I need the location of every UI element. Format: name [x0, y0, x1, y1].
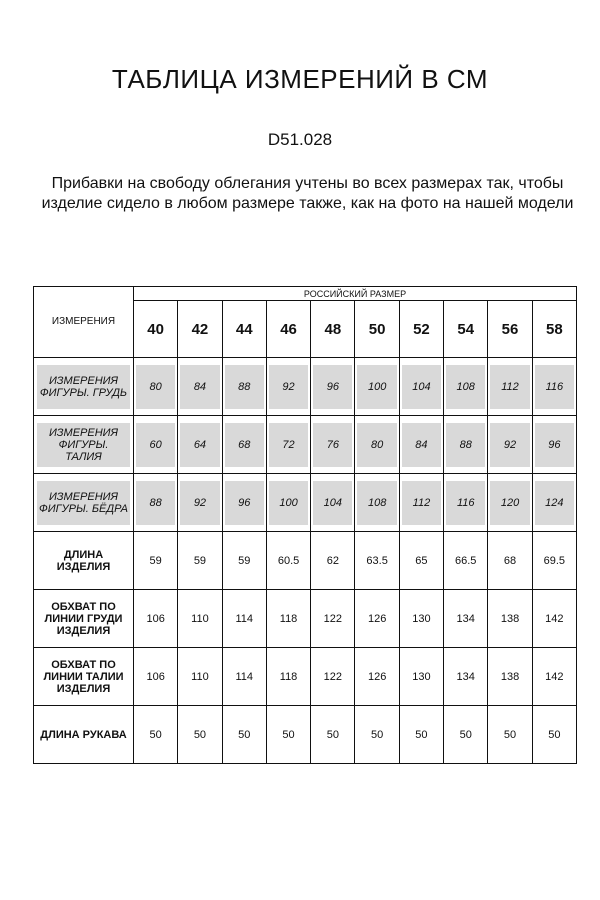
- cell-value: 130: [399, 590, 443, 648]
- cell-value: 50: [488, 706, 532, 764]
- value-cell: [178, 358, 222, 416]
- value-cell: [355, 474, 399, 532]
- row-label: ОБХВАТ ПО ЛИНИИ ТАЛИИ ИЗДЕЛИЯ: [34, 648, 134, 706]
- cell-value: 124: [535, 481, 574, 525]
- value-cell: [355, 416, 399, 474]
- value-cell: [266, 358, 310, 416]
- cell-value: 142: [532, 648, 576, 706]
- cell-value: 104: [402, 365, 441, 409]
- cell-value: 120: [490, 481, 529, 525]
- cell-value: 96: [535, 423, 574, 467]
- size-header: 44: [222, 301, 266, 358]
- cell-value: 62: [311, 532, 355, 590]
- row-label: ИЗМЕРЕНИЯ ФИГУРЫ. ТАЛИЯ: [37, 423, 130, 467]
- cell-value: 80: [357, 423, 396, 467]
- cell-value: 65: [399, 532, 443, 590]
- cell-value: 69.5: [532, 532, 576, 590]
- size-header: 52: [399, 301, 443, 358]
- value-cell: [266, 416, 310, 474]
- value-cell: [311, 474, 355, 532]
- cell-value: 112: [490, 365, 529, 409]
- value-cell: [355, 358, 399, 416]
- value-cell: [134, 358, 178, 416]
- cell-value: 118: [266, 648, 310, 706]
- page-title: ТАБЛИЦА ИЗМЕРЕНИЙ В СМ: [111, 64, 489, 94]
- cell-value: 138: [488, 648, 532, 706]
- value-cell: [311, 416, 355, 474]
- value-cell: [178, 474, 222, 532]
- cell-value: 138: [488, 590, 532, 648]
- size-header: 46: [266, 301, 310, 358]
- cell-value: 72: [269, 423, 308, 467]
- value-cell: [311, 358, 355, 416]
- cell-value: 104: [313, 481, 352, 525]
- cell-value: 60.5: [266, 532, 310, 590]
- cell-value: 114: [222, 648, 266, 706]
- table-row: [34, 416, 577, 474]
- cell-value: 116: [446, 481, 485, 525]
- cell-value: 88: [136, 481, 175, 525]
- cell-value: 63.5: [355, 532, 399, 590]
- size-header: 48: [311, 301, 355, 358]
- cell-value: 59: [222, 532, 266, 590]
- cell-value: 68: [488, 532, 532, 590]
- cell-value: 64: [180, 423, 219, 467]
- value-cell: [134, 474, 178, 532]
- value-cell: [134, 416, 178, 474]
- cell-value: 96: [225, 481, 264, 525]
- value-cell: [488, 416, 532, 474]
- cell-value: 108: [357, 481, 396, 525]
- size-header: 56: [488, 301, 532, 358]
- cell-value: 60: [136, 423, 175, 467]
- cell-value: 100: [269, 481, 308, 525]
- cell-value: 59: [134, 532, 178, 590]
- cell-value: 108: [446, 365, 485, 409]
- cell-value: 50: [311, 706, 355, 764]
- value-cell: [399, 474, 443, 532]
- cell-value: 110: [178, 648, 222, 706]
- value-cell: [444, 474, 488, 532]
- size-header: 50: [355, 301, 399, 358]
- cell-value: 76: [313, 423, 352, 467]
- value-cell: [488, 474, 532, 532]
- value-cell: [444, 416, 488, 474]
- cell-value: 88: [446, 423, 485, 467]
- cell-value: 134: [444, 590, 488, 648]
- table-row: [34, 532, 577, 590]
- cell-value: 106: [134, 590, 178, 648]
- cell-value: 50: [222, 706, 266, 764]
- value-cell: [399, 358, 443, 416]
- table-row: [34, 358, 577, 416]
- size-header: 42: [178, 301, 222, 358]
- row-label-cell: [34, 474, 134, 532]
- cell-value: 50: [399, 706, 443, 764]
- row-label: ДЛИНА ИЗДЕЛИЯ: [34, 532, 134, 590]
- cell-value: 50: [444, 706, 488, 764]
- cell-value: 130: [399, 648, 443, 706]
- cell-value: 118: [266, 590, 310, 648]
- model-code: D51.028: [267, 130, 333, 149]
- value-cell: [399, 416, 443, 474]
- cell-value: 84: [402, 423, 441, 467]
- cell-value: 92: [180, 481, 219, 525]
- row-label-cell: [34, 358, 134, 416]
- size-table: [33, 286, 577, 764]
- row-label: ОБХВАТ ПО ЛИНИИ ГРУДИ ИЗДЕЛИЯ: [34, 590, 134, 648]
- table-row: [34, 590, 577, 648]
- size-header: 58: [532, 301, 576, 358]
- cell-value: 126: [355, 590, 399, 648]
- table-row: [34, 648, 577, 706]
- value-cell: [444, 358, 488, 416]
- table-row: [34, 706, 577, 764]
- cell-value: 50: [178, 706, 222, 764]
- size-caption: РОССИЙСКИЙ РАЗМЕР: [134, 287, 577, 301]
- cell-value: 110: [178, 590, 222, 648]
- cell-value: 92: [490, 423, 529, 467]
- value-cell: [488, 358, 532, 416]
- cell-value: 106: [134, 648, 178, 706]
- cell-value: 88: [225, 365, 264, 409]
- cell-value: 66.5: [444, 532, 488, 590]
- value-cell: [222, 416, 266, 474]
- cell-value: 126: [355, 648, 399, 706]
- value-cell: [532, 474, 576, 532]
- cell-value: 68: [225, 423, 264, 467]
- cell-value: 50: [532, 706, 576, 764]
- table-row: [34, 474, 577, 532]
- cell-value: 50: [134, 706, 178, 764]
- cell-value: 112: [402, 481, 441, 525]
- cell-value: 122: [311, 648, 355, 706]
- row-label-cell: [34, 416, 134, 474]
- cell-value: 80: [136, 365, 175, 409]
- cell-value: 100: [357, 365, 396, 409]
- value-cell: [222, 474, 266, 532]
- fit-note: Прибавки на свободу облегания учтены во всех размерах так, чтобы изделие сидело в любом размере также, как на фото на нашей модели: [41, 175, 574, 212]
- value-cell: [266, 474, 310, 532]
- value-cell: [178, 416, 222, 474]
- row-label: ИЗМЕРЕНИЯ ФИГУРЫ. БЁДРА: [37, 481, 130, 525]
- cell-value: 142: [532, 590, 576, 648]
- cell-value: 50: [266, 706, 310, 764]
- cell-value: 92: [269, 365, 308, 409]
- corner-label: ИЗМЕРЕНИЯ: [34, 287, 134, 358]
- cell-value: 116: [535, 365, 574, 409]
- cell-value: 50: [355, 706, 399, 764]
- size-header: 40: [134, 301, 178, 358]
- cell-value: 122: [311, 590, 355, 648]
- cell-value: 59: [178, 532, 222, 590]
- size-header: 54: [444, 301, 488, 358]
- row-label: ДЛИНА РУКАВА: [34, 706, 134, 764]
- cell-value: 96: [313, 365, 352, 409]
- value-cell: [222, 358, 266, 416]
- cell-value: 84: [180, 365, 219, 409]
- cell-value: 114: [222, 590, 266, 648]
- row-label: ИЗМЕРЕНИЯ ФИГУРЫ. ГРУДЬ: [37, 365, 130, 409]
- cell-value: 134: [444, 648, 488, 706]
- value-cell: [532, 416, 576, 474]
- value-cell: [532, 358, 576, 416]
